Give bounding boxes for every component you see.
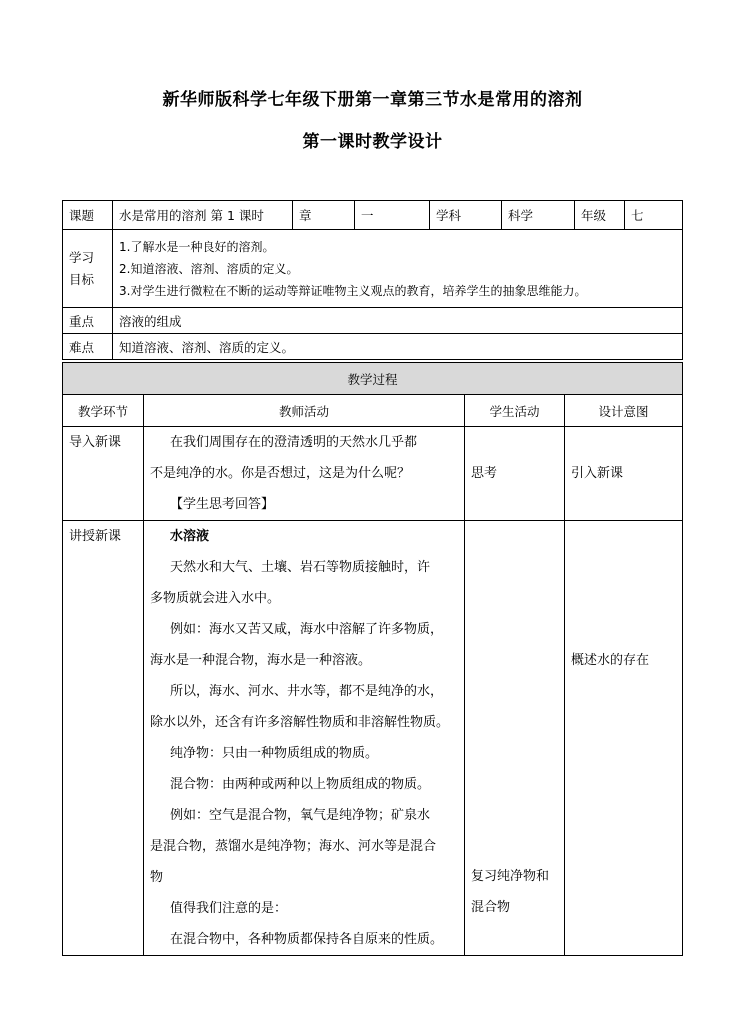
- key-point-value: 溶液的组成: [113, 308, 683, 334]
- teaching-process-table: [62, 362, 683, 956]
- lecture-heading: 水溶液: [170, 529, 210, 544]
- table-row: [63, 521, 683, 956]
- document-subtitle: 第一课时教学设计: [302, 132, 443, 152]
- header-stage: 教学环节: [63, 395, 144, 427]
- document-title: 新华师版科学七年级下册第一章第三节水是常用的溶剂: [162, 90, 583, 110]
- grade-value: 七: [625, 201, 683, 230]
- objective-item: 2.知道溶液、溶剂、溶质的定义。: [119, 261, 299, 276]
- process-band-title: 教学过程: [63, 363, 683, 395]
- intro-stage: 导入新课: [63, 427, 144, 521]
- objective-item: 1.了解水是一种良好的溶剂。: [119, 239, 275, 254]
- intro-teacher-activity: 在我们周围存在的澄清透明的天然水几乎都 不是纯净的水。你是否想过，这是为什么呢？ 【学生思考回答】: [144, 427, 465, 521]
- chapter-label: 章: [293, 201, 355, 230]
- objectives-list: [113, 230, 683, 308]
- intro-design-intent: 引入新课: [565, 427, 683, 521]
- intro-student-activity: 思考: [465, 427, 565, 521]
- difficulty-value: 知道溶液、溶剂、溶质的定义。: [113, 334, 683, 360]
- topic-value: 水是常用的溶剂 第 1 课时: [113, 201, 293, 230]
- chapter-value: 一: [355, 201, 430, 230]
- grade-label: 年级: [575, 201, 625, 230]
- header-teacher-activity: 教师活动: [144, 395, 465, 427]
- header-student-activity: 学生活动: [465, 395, 565, 427]
- objective-item: 3.对学生进行微粒在不断的运动等辩证唯物主义观点的教育，培养学生的抽象思维能力。: [119, 283, 587, 298]
- lecture-teacher-activity: 水溶液 天然水和大气、土壤、岩石等物质接触时，许 多物质就会进入水中。 例如：海水又苦又咸，海水中溶解了许多物质， 海水是一种混合物，海水是一种溶液。 所以，海水、河水、井水等，都不是纯净的水， 除水以外，还含有许多溶解性物质和非溶解性物质。 纯净物：只由一种物质组成的物质。 混合物：由两种或两种以上物质组成的物质。 例如：空气是混合物，氧气是纯净物；矿泉水 是混合物，蒸馏水是纯净物；海水、河水等是混合 物 值得我们注意的是： 在混合物中，各种物质都保持各自原来的性质。: [144, 521, 465, 956]
- lesson-info-table: [62, 200, 683, 360]
- objectives-label: 学习目标: [63, 230, 113, 308]
- lecture-design-intent: 概述水的存在: [565, 521, 683, 956]
- lecture-stage: 讲授新课: [63, 521, 144, 956]
- lecture-student-activity: 复习纯净物和 混合物: [465, 521, 565, 956]
- header-design-intent: 设计意图: [565, 395, 683, 427]
- topic-label: 课题: [63, 201, 113, 230]
- subject-label: 学科: [430, 201, 502, 230]
- table-row: [63, 427, 683, 521]
- key-point-label: 重点: [63, 308, 113, 334]
- difficulty-label: 难点: [63, 334, 113, 360]
- subject-value: 科学: [502, 201, 575, 230]
